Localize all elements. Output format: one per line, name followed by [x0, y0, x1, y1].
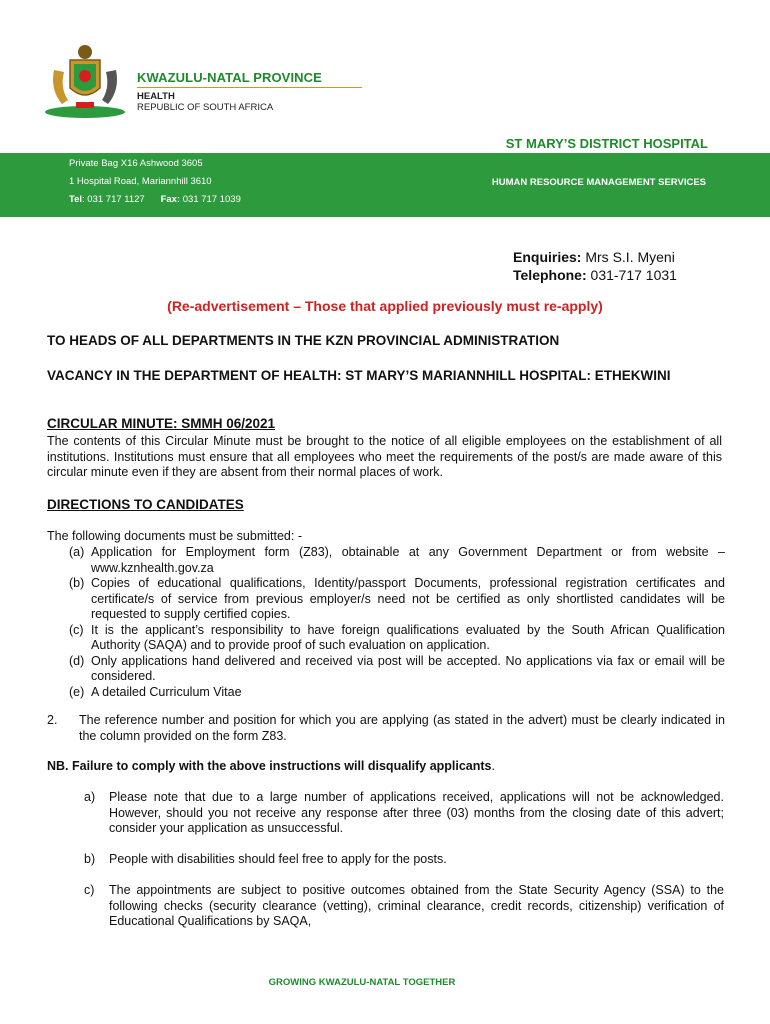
hospital-name: ST MARY’S DISTRICT HOSPITAL [505, 136, 708, 151]
note-text: The appointments are subject to positive outcomes obtained from the State Security Agency (SSA) to the following checks (security clearance (vetting), criminal clearance, credit records, citizenship) verification of Educational Qualifications by SAQA, [109, 883, 724, 928]
republic-name: REPUBLIC OF SOUTH AFRICA [137, 102, 274, 113]
directions-intro: The following documents must be submitted: - [47, 529, 302, 543]
contact-line [69, 194, 241, 205]
note-marker: c) [84, 883, 95, 897]
list-text: Copies of educational qualifications, Identity/passport Documents, professional registration certificates and certificate/s of service from previous employer/s need not be certified as only shortlisted candidates will be requested to supply certified copies. [91, 576, 725, 621]
header-divider [137, 87, 362, 88]
telephone-label: Telephone: [513, 267, 587, 283]
list-marker: (b) [69, 576, 85, 590]
department-header [137, 70, 362, 113]
note-item [84, 852, 724, 868]
note-text: People with disabilities should feel free to apply for the posts. [109, 852, 447, 866]
nb-period: . [491, 759, 495, 773]
list-text: It is the applicant’s responsibility to have foreign qualifications evaluated by the South African Qualification Authority (SAQA) and to provide proof of such evaluation on application. [91, 622, 725, 652]
enquiries-label: Enquiries: [513, 249, 582, 265]
province-title: KWAZULU-NATAL PROVINCE [137, 70, 322, 85]
note-text: Please note that due to a large number of applications received, applications will not be acknowledged. However, should you not receive any response after three (03) months from the closing date of this advert; consider your application as unsuccessful. [109, 790, 724, 835]
list-text: Application for Employment form (Z83), obtainable at any Government Department or from website –www.kznhealth.gov.za [91, 545, 725, 575]
nb-text: NB. Failure to comply with the above instructions will disqualify applicants [47, 759, 492, 773]
circular-body: The contents of this Circular Minute must be brought to the notice of all eligible employees on the establishment of all institutions. Institutions must ensure that all employees who meet the requirements of the post/s are made aware of this circular minute even if they are absent from their normal places of work. [47, 434, 722, 479]
circular-heading: CIRCULAR MINUTE: SMMH 06/2021 [47, 416, 276, 431]
footer-slogan: GROWING KWAZULU-NATAL TOGETHER [268, 977, 456, 988]
item-2-text: The reference number and position for which you are applying (as stated in the advert) must be clearly indicated in the column provided on the form Z83. [79, 713, 725, 743]
fax-label: Fax: [160, 194, 181, 205]
to-heads-heading: TO HEADS OF ALL DEPARTMENTS IN THE KZN PROVINCIAL ADMINISTRATION [47, 333, 560, 348]
list-marker: (a) [69, 545, 85, 559]
enquiries-value: Mrs S.I. Myeni [585, 249, 675, 265]
directions-heading: DIRECTIONS TO CANDIDATES [47, 497, 244, 512]
hr-unit: HUMAN RESOURCE MANAGEMENT SERVICES [491, 177, 706, 188]
list-item [47, 576, 725, 623]
address-line-1: Private Bag X16 Ashwood 3605 [69, 158, 203, 169]
list-marker: (d) [69, 653, 85, 668]
list-text: A detailed Curriculum Vitae [91, 684, 242, 699]
list-marker: (c) [69, 622, 84, 637]
note-marker: b) [84, 852, 96, 866]
vacancy-heading: VACANCY IN THE DEPARTMENT OF HEALTH: ST MARY’S MARIANNHILL HOSPITAL: ETHEKWINI [47, 368, 671, 383]
department-name: HEALTH [137, 91, 175, 102]
address-line-2: 1 Hospital Road, Mariannhill 3610 [69, 176, 212, 187]
documents-list [47, 545, 725, 700]
coat-of-arms-logo [40, 40, 130, 120]
tel-value: : 031 717 1127 [82, 194, 145, 205]
item-2-marker: 2. [47, 713, 58, 727]
list-item [47, 623, 725, 654]
telephone-value: 031-717 1031 [590, 267, 677, 283]
numbered-item-2 [47, 713, 725, 744]
list-item [47, 545, 725, 576]
fax-value: 031 717 1039 [182, 194, 241, 205]
note-marker: a) [84, 790, 96, 804]
readvertisement-notice: (Re-advertisement – Those that applied previously must re-apply) [167, 298, 603, 314]
nb-warning [47, 759, 495, 773]
enquiries-block [513, 248, 677, 284]
list-item [47, 654, 725, 685]
tel-label: Tel [69, 194, 83, 205]
note-item [84, 790, 724, 837]
list-item [47, 685, 725, 701]
note-item [84, 883, 724, 930]
list-text: Only applications hand delivered and received via post will be accepted. No applications via fax or email will be considered. [91, 653, 725, 683]
list-marker: (e) [69, 684, 85, 699]
address-band [0, 153, 770, 217]
